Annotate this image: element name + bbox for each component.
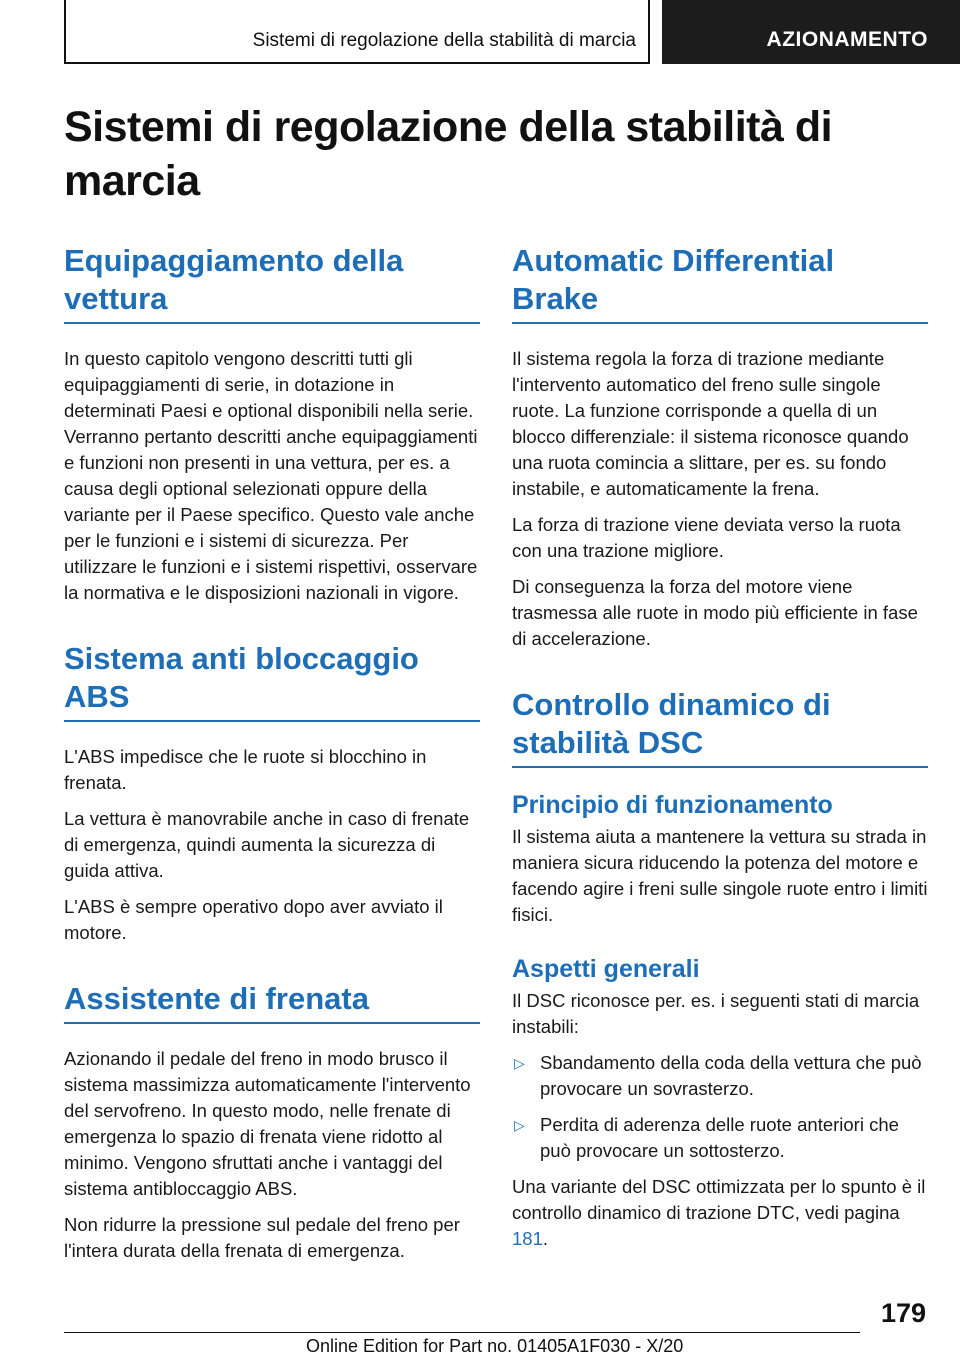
footer-edition: Online Edition for Part no. 01405A1F030 - X/20	[306, 1336, 684, 1356]
paragraph: In questo capitolo vengono descritti tutti gli equipaggiamenti di serie, in dotazione in determinati Paesi e optional disponibili nella serie. Verranno pertanto descritti anche equipaggiamenti e funzioni non presenti in una vettura, per es. a causa degli optional selezionati oppure della variante per il Paese specifico. Questo vale anche per le funzioni e i sistemi di sicurezza. Per utilizzare le funzioni e i sistemi rispettivi, osservare la normativa e le disposizioni nazionali in vigore.	[64, 348, 478, 603]
page-number: 179	[880, 1298, 926, 1328]
right-column	[512, 242, 928, 1262]
heading-adb: Automatic Differential Brake	[512, 242, 928, 324]
section-tab	[662, 0, 960, 64]
paragraph: L'ABS impedisce che le ruote si blocchino in frenata.	[64, 746, 427, 793]
list-item	[512, 1112, 928, 1164]
subheading-general: Aspetti generali	[512, 955, 700, 983]
paragraph: La forza di trazione viene deviata verso la ruota con una trazione migliore.	[512, 514, 901, 561]
paragraph: Azionando il pedale del freno in modo brusco il sistema massimizza automaticamente l'intervento del servofreno. In questo modo, nelle frenate di emergenza lo spazio di frenata viene ridotto al minimo. Vengono sfruttati anche i vantaggi del sistema antibloccaggio ABS.	[64, 1048, 471, 1199]
footer-divider	[64, 1332, 860, 1333]
paragraph: Non ridurre la pressione sul pedale del freno per l'intera durata della frenata di emergenza.	[64, 1214, 460, 1261]
paragraph: L'ABS è sempre operativo dopo aver avviato il motore.	[64, 896, 443, 943]
paragraph-dtc	[512, 1174, 928, 1252]
list-item-text: Sbandamento della coda della vettura che può provocare un sovrasterzo.	[540, 1052, 922, 1099]
list-item-text: Perdita di aderenza delle ruote anteriori che può provocare un sottosterzo.	[540, 1114, 899, 1161]
heading-brake-assist: Assistente di frenata	[64, 980, 480, 1024]
paragraph: Il sistema regola la forza di trazione mediante l'intervento automatico del freno sulle singole ruote. La funzione corrisponde a quella di un blocco differenziale: il sistema riconosce quando una ruota comincia a slittare, per es. su fondo instabile, e automaticamente la frena.	[512, 348, 909, 499]
paragraph-text: Una variante del DSC ottimizzata per lo spunto è il controllo dinamico di trazione DTC, vedi pagina	[512, 1176, 926, 1223]
paragraph-end: .	[542, 1228, 549, 1249]
paragraph: Di conseguenza la forza del motore viene trasmessa alle ruote in modo più efficiente in fase di accelerazione.	[512, 576, 918, 649]
chapter-title: Sistemi di regolazione della stabilità di marcia	[252, 30, 636, 51]
list-item	[512, 1050, 928, 1102]
heading-equipment: Equipaggiamento della vettura	[64, 242, 480, 324]
paragraph: Il sistema aiuta a mantenere la vettura su strada in maniera sicura riducendo la potenza del motore e facendo agire i freni sulle singole ruote entro i limiti fisici.	[512, 826, 928, 925]
heading-abs: Sistema anti bloccaggio ABS	[64, 640, 480, 722]
page-reference-link[interactable]: 181	[512, 1228, 543, 1249]
page-header	[64, 0, 960, 64]
left-column	[64, 242, 480, 1274]
subheading-principle: Principio di funzionamento	[512, 791, 833, 819]
paragraph: La vettura è manovrabile anche in caso di frenate di emergenza, quindi aumenta la sicurezza di guida attiva.	[64, 808, 470, 881]
chapter-header-box	[64, 0, 650, 64]
page-title: Sistemi di regolazione della stabilità di marcia	[64, 103, 833, 205]
triangle-right-icon: ▷	[514, 1117, 525, 1133]
heading-dsc: Controllo dinamico di stabilità DSC	[512, 686, 928, 768]
paragraph: Il DSC riconosce per. es. i seguenti stati di marcia instabili:	[512, 990, 920, 1037]
triangle-right-icon: ▷	[514, 1055, 525, 1071]
section-label: AZIONAMENTO	[766, 28, 928, 51]
